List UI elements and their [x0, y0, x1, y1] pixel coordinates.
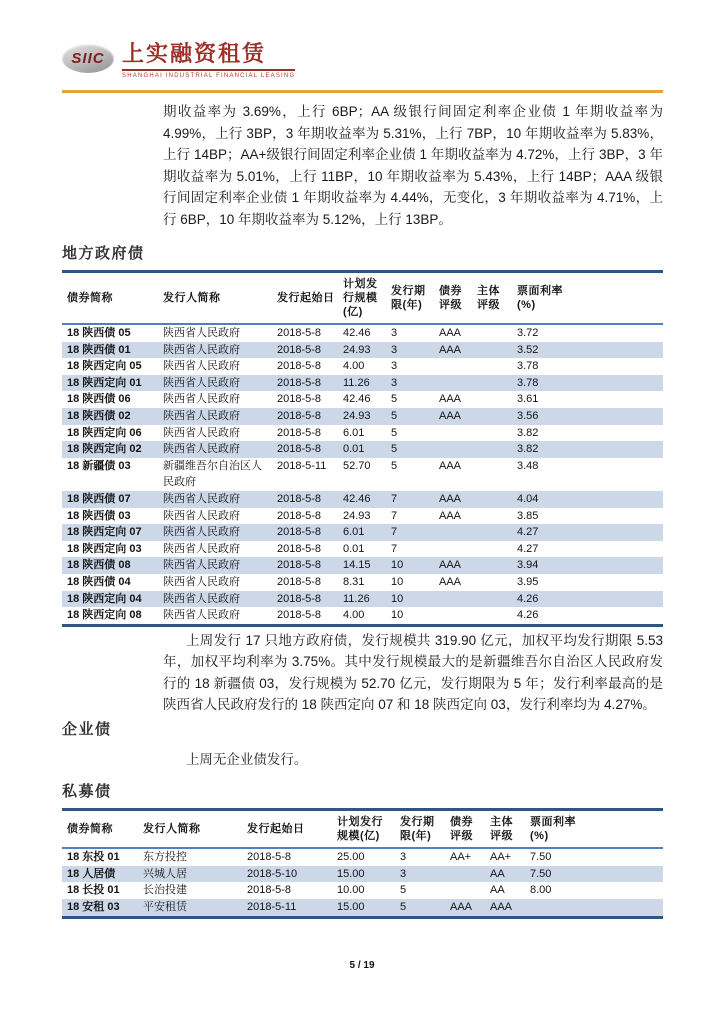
cell-planned-size: 24.93 [343, 509, 371, 522]
cell-bond-rating [445, 866, 485, 883]
cell-issue-date: 2018-5-8 [277, 575, 322, 588]
cell-planned-size: 11.26 [343, 376, 370, 389]
cell-planned-size: 4.00 [343, 609, 365, 622]
cell-issue-date: 2018-5-8 [277, 327, 322, 339]
cell-bond-rating [434, 591, 472, 608]
cell-issue-date: 2018-5-8 [277, 376, 322, 389]
cell-entity-rating [472, 491, 512, 508]
cell-term: 5 [391, 459, 398, 472]
cell-bond-rating: AAA [439, 393, 462, 406]
cell-coupon-rate: 3.95 [517, 575, 539, 588]
table-row [62, 574, 663, 591]
cell-issuer: 陕西省人民政府 [163, 409, 240, 422]
cell-issuer: 陕西省人民政府 [163, 443, 240, 456]
cell-entity-rating: AA [490, 884, 505, 897]
table-row [62, 441, 663, 458]
cell-bond-rating: AAA [439, 327, 462, 339]
col-header-coupon-rate: 票面利率(%) [512, 272, 663, 325]
cell-bond-name: 18 陕西债 07 [67, 492, 131, 505]
cell-term: 3 [391, 327, 398, 339]
cell-planned-size: 14.15 [343, 559, 371, 572]
cell-coupon-rate: 8.00 [530, 884, 552, 897]
cell-term: 5 [400, 884, 407, 897]
cell-issue-date: 2018-5-11 [277, 459, 327, 472]
col-header-planned-size: 计划发行规模(亿) [338, 272, 386, 325]
cell-issue-date: 2018-5-8 [277, 360, 322, 373]
section-title-private-bonds: 私募债 [62, 783, 112, 801]
cell-planned-size: 42.46 [343, 393, 371, 406]
table-row [62, 508, 663, 525]
cell-planned-size: 6.01 [343, 426, 365, 439]
cell-bond-name: 18 陕西定向 05 [67, 360, 142, 373]
table-row [62, 458, 663, 491]
cell-bond-name: 18 长投 01 [67, 884, 120, 897]
cell-entity-rating [472, 541, 512, 558]
cell-bond-name: 18 陕西定向 01 [67, 376, 142, 389]
cell-issuer: 陕西省人民政府 [163, 393, 240, 406]
cell-entity-rating [472, 607, 512, 625]
table-row [62, 524, 663, 541]
cell-issuer: 陕西省人民政府 [163, 492, 240, 505]
cell-entity-rating [472, 574, 512, 591]
cell-entity-rating [472, 458, 512, 491]
table-row [62, 342, 663, 359]
cell-planned-size: 8.31 [343, 575, 365, 588]
cell-issue-date: 2018-5-8 [277, 443, 322, 456]
cell-entity-rating [472, 324, 512, 342]
cell-bond-name: 18 陕西债 04 [67, 575, 131, 588]
cell-term: 3 [400, 867, 407, 880]
cell-issue-date: 2018-5-8 [277, 509, 322, 522]
col-header-issue-date: 发行起始日 [272, 272, 338, 325]
table-row [62, 358, 663, 375]
cell-term: 5 [391, 393, 398, 406]
cell-bond-rating: AAA [439, 559, 462, 572]
cell-issuer: 陕西省人民政府 [163, 426, 240, 439]
local-gov-summary-paragraph: 上周发行 17 只地方政府债，发行规模共 319.90 亿元，加权平均发行期限 5.53 年，加权平均利率为 3.75%。其中发行规模最大的是新疆维吾尔自治区人民政府发行的 18 新疆债 03，发行规模为 52.70 亿元，发行期限为 5 年；发行利率最高的是陕西省人民政府发行的 18 陕西定向 07 和 18 陕西定向 03，发行利率均为 4.27%。 [163, 632, 663, 713]
cell-bond-rating [434, 441, 472, 458]
cell-issuer: 陕西省人民政府 [163, 343, 240, 356]
col-header-coupon-rate: 票面利率(%) [525, 810, 663, 849]
cell-issuer: 新疆维吾尔自治区人民政府 [163, 459, 262, 489]
cell-bond-rating: AAA [439, 343, 462, 356]
local-gov-bond-table [62, 270, 663, 627]
cell-term: 3 [391, 360, 398, 373]
cell-issuer: 陕西省人民政府 [163, 609, 240, 622]
cell-issue-date: 2018-5-10 [247, 867, 298, 880]
cell-bond-rating: AAA [439, 409, 462, 422]
cell-issue-date: 2018-5-11 [247, 900, 297, 913]
cell-entity-rating [472, 342, 512, 359]
cell-issue-date: 2018-5-8 [277, 609, 322, 622]
cell-bond-rating [434, 607, 472, 625]
cell-issuer: 陕西省人民政府 [163, 327, 240, 339]
cell-coupon-rate: 3.82 [517, 443, 539, 456]
table-row [62, 607, 663, 625]
cell-issuer: 兴城人居 [143, 867, 187, 880]
cell-coupon-rate: 3.56 [517, 409, 539, 422]
cell-issue-date: 2018-5-8 [247, 884, 292, 897]
cell-term: 7 [391, 509, 398, 522]
cell-coupon-rate: 3.82 [517, 426, 539, 439]
cell-bond-rating: AAA [439, 575, 462, 588]
company-name-en: SHANGHAI INDUSTRIAL FINANCIAL LEASING [122, 73, 296, 79]
cell-coupon-rate: 3.48 [517, 459, 539, 472]
cell-entity-rating [472, 524, 512, 541]
cell-term: 7 [391, 492, 398, 505]
cell-bond-rating [434, 541, 472, 558]
cell-entity-rating [472, 391, 512, 408]
cell-coupon-rate: 3.78 [517, 376, 539, 389]
cell-bond-name: 18 东投 01 [67, 851, 120, 864]
cell-entity-rating [472, 508, 512, 525]
cell-coupon-rate: 7.50 [530, 851, 552, 864]
cell-bond-name: 18 陕西债 03 [67, 509, 131, 522]
col-header-term: 发行期限(年) [386, 272, 434, 325]
cell-bond-rating [434, 375, 472, 392]
cell-coupon-rate: 7.50 [530, 867, 552, 880]
cell-coupon-rate: 4.26 [517, 609, 539, 622]
table-row [62, 848, 663, 866]
cell-bond-rating [434, 425, 472, 442]
cell-planned-size: 0.01 [343, 542, 365, 555]
cell-bond-rating [434, 358, 472, 375]
col-header-bond-rating: 债券评级 [434, 272, 472, 325]
cell-bond-name: 18 陕西定向 08 [67, 609, 142, 622]
cell-issue-date: 2018-5-8 [277, 492, 322, 505]
cell-bond-rating: AAA [439, 509, 462, 522]
cell-bond-name: 18 陕西债 05 [67, 327, 131, 339]
siic-logo-text: SIIC [71, 50, 105, 67]
cell-planned-size: 10.00 [337, 884, 365, 897]
cell-planned-size: 15.00 [337, 867, 365, 880]
cell-planned-size: 4.00 [343, 360, 365, 373]
cell-planned-size: 11.26 [343, 592, 370, 605]
cell-bond-name: 18 陕西定向 06 [67, 426, 142, 439]
company-name-cn: 上实融资租赁 [122, 41, 295, 71]
cell-term: 7 [391, 542, 398, 555]
cell-coupon-rate: 3.85 [517, 509, 539, 522]
cell-bond-name: 18 陕西债 01 [67, 343, 131, 356]
table-row [62, 882, 663, 899]
cell-issuer: 陕西省人民政府 [163, 592, 240, 605]
cell-issuer: 陕西省人民政府 [163, 376, 240, 389]
cell-bond-name: 18 陕西债 02 [67, 409, 131, 422]
col-header-bond-name: 债券简称 [62, 272, 158, 325]
table-row [62, 375, 663, 392]
cell-coupon-rate: 4.04 [517, 492, 539, 505]
cell-bond-rating [445, 882, 485, 899]
cell-planned-size: 42.46 [343, 327, 371, 339]
corporate-bonds-paragraph: 上周无企业债发行。 [185, 751, 308, 767]
cell-entity-rating: AA [490, 867, 505, 880]
table-row [62, 591, 663, 608]
cell-planned-size: 52.70 [343, 459, 371, 472]
table-row [62, 557, 663, 574]
col-header-bond-name: 债券简称 [62, 810, 138, 849]
cell-entity-rating [472, 375, 512, 392]
cell-issue-date: 2018-5-8 [277, 559, 322, 572]
cell-term: 5 [400, 900, 407, 913]
cell-planned-size: 24.93 [343, 343, 371, 356]
cell-issue-date: 2018-5-8 [247, 851, 292, 864]
cell-issuer: 陕西省人民政府 [163, 575, 240, 588]
cell-issuer: 陕西省人民政府 [163, 509, 240, 522]
col-header-issue-date: 发行起始日 [242, 810, 332, 849]
cell-term: 5 [391, 426, 398, 439]
cell-planned-size: 15.00 [337, 900, 365, 913]
header-divider [62, 90, 663, 93]
cell-entity-rating [472, 358, 512, 375]
local-gov-table-header [62, 272, 663, 325]
cell-bond-name: 18 新疆债 03 [67, 459, 131, 472]
cell-entity-rating: AAA [490, 900, 513, 913]
cell-bond-rating: AAA [439, 459, 462, 472]
private-table-body [62, 848, 663, 917]
cell-issuer: 陕西省人民政府 [163, 559, 240, 572]
cell-entity-rating [472, 408, 512, 425]
cell-issue-date: 2018-5-8 [277, 409, 322, 422]
page-number: 5 / 19 [349, 960, 375, 971]
col-header-issuer: 发行人简称 [158, 272, 272, 325]
cell-bond-name: 18 安租 03 [67, 900, 120, 913]
col-header-bond-rating: 债券评级 [445, 810, 485, 849]
cell-coupon-rate: 3.94 [517, 559, 539, 572]
table-row [62, 324, 663, 342]
col-header-term: 发行期限(年) [395, 810, 445, 849]
table-row [62, 408, 663, 425]
cell-issue-date: 2018-5-8 [277, 343, 322, 356]
cell-term: 3 [400, 851, 407, 864]
cell-bond-name: 18 陕西定向 04 [67, 592, 142, 605]
local-gov-table-body [62, 324, 663, 625]
cell-issuer: 平安租赁 [143, 900, 187, 913]
cell-planned-size: 0.01 [343, 443, 365, 456]
cell-coupon-rate: 4.27 [517, 526, 539, 539]
cell-bond-rating: AAA [450, 900, 473, 913]
col-header-issuer: 发行人简称 [138, 810, 242, 849]
table-row [62, 866, 663, 883]
cell-bond-rating: AAA [439, 492, 462, 505]
cell-term: 5 [391, 443, 398, 456]
cell-issuer: 陕西省人民政府 [163, 360, 240, 373]
cell-issue-date: 2018-5-8 [277, 592, 322, 605]
private-table-header [62, 810, 663, 849]
section-title-local-gov-bonds: 地方政府债 [62, 245, 145, 262]
cell-issue-date: 2018-5-8 [277, 426, 322, 439]
cell-issue-date: 2018-5-8 [277, 393, 322, 406]
cell-issuer: 陕西省人民政府 [163, 542, 240, 555]
cell-coupon-rate: 4.27 [517, 542, 539, 555]
cell-term: 10 [391, 592, 404, 605]
cell-bond-name: 18 陕西定向 03 [67, 542, 142, 555]
cell-coupon-rate [525, 899, 663, 917]
table-row [62, 391, 663, 408]
col-header-entity-rating: 主体评级 [472, 272, 512, 325]
col-header-entity-rating: 主体评级 [485, 810, 525, 849]
cell-term: 5 [391, 409, 398, 422]
cell-entity-rating [472, 557, 512, 574]
cell-coupon-rate: 4.26 [517, 592, 539, 605]
cell-term: 7 [391, 526, 398, 539]
cell-issuer: 东方投控 [143, 851, 187, 864]
cell-entity-rating [472, 425, 512, 442]
cell-term: 10 [391, 559, 404, 572]
cell-bond-name: 18 人居债 [67, 867, 116, 880]
cell-coupon-rate: 3.61 [517, 393, 539, 406]
table-row [62, 541, 663, 558]
table-row [62, 425, 663, 442]
cell-coupon-rate: 3.72 [517, 327, 539, 339]
cell-coupon-rate: 3.78 [517, 360, 539, 373]
section-title-corporate-bonds: 企业债 [62, 720, 112, 738]
cell-term: 3 [391, 343, 398, 356]
cell-term: 10 [391, 575, 404, 588]
cell-bond-rating [434, 524, 472, 541]
cell-issue-date: 2018-5-8 [277, 542, 322, 555]
cell-issuer: 长治投建 [143, 884, 187, 897]
cell-planned-size: 6.01 [343, 526, 365, 539]
cell-planned-size: 42.46 [343, 492, 371, 505]
table-row [62, 491, 663, 508]
col-header-planned-size: 计划发行规模(亿) [332, 810, 395, 849]
table-row [62, 899, 663, 917]
company-logo [62, 36, 663, 84]
cell-planned-size: 25.00 [337, 851, 365, 864]
cell-bond-name: 18 陕西定向 02 [67, 443, 142, 456]
cell-entity-rating: AA+ [490, 851, 512, 864]
cell-term: 3 [391, 376, 398, 389]
cell-bond-name: 18 陕西定向 07 [67, 526, 142, 539]
cell-planned-size: 24.93 [343, 409, 371, 422]
siic-logo-icon [62, 44, 114, 73]
cell-entity-rating [472, 441, 512, 458]
yield-intro-paragraph: 期收益率为 3.69%，上行 6BP；AA 级银行间固定利率企业债 1 年期收益率为 4.99%，上行 3BP，3 年期收益率为 5.31%，上行 7BP，10 年期收益率为 5.83%，上行 14BP；AA+级银行间固定利率企业债 1 年期收益率为 4.72%，上行 3BP，3 年期收益率为 5.01%，上行 11BP，10 年期收益率为 5.43%，上行 14BP；AAA 级银行间固定利率企业债 1 年期收益率为 4.44%，无变化，3 年期收益率为 4.71%，上行 6BP，10 年期收益率为 5.12%，上行 13BP。 [163, 104, 663, 227]
private-bond-table [62, 808, 663, 918]
cell-bond-name: 18 陕西债 06 [67, 393, 131, 406]
cell-bond-name: 18 陕西债 08 [67, 559, 131, 572]
cell-coupon-rate: 3.52 [517, 343, 539, 356]
cell-issue-date: 2018-5-8 [277, 526, 322, 539]
cell-bond-rating: AA+ [450, 851, 472, 864]
cell-issuer: 陕西省人民政府 [163, 526, 240, 539]
cell-term: 10 [391, 609, 404, 622]
cell-entity-rating [472, 591, 512, 608]
